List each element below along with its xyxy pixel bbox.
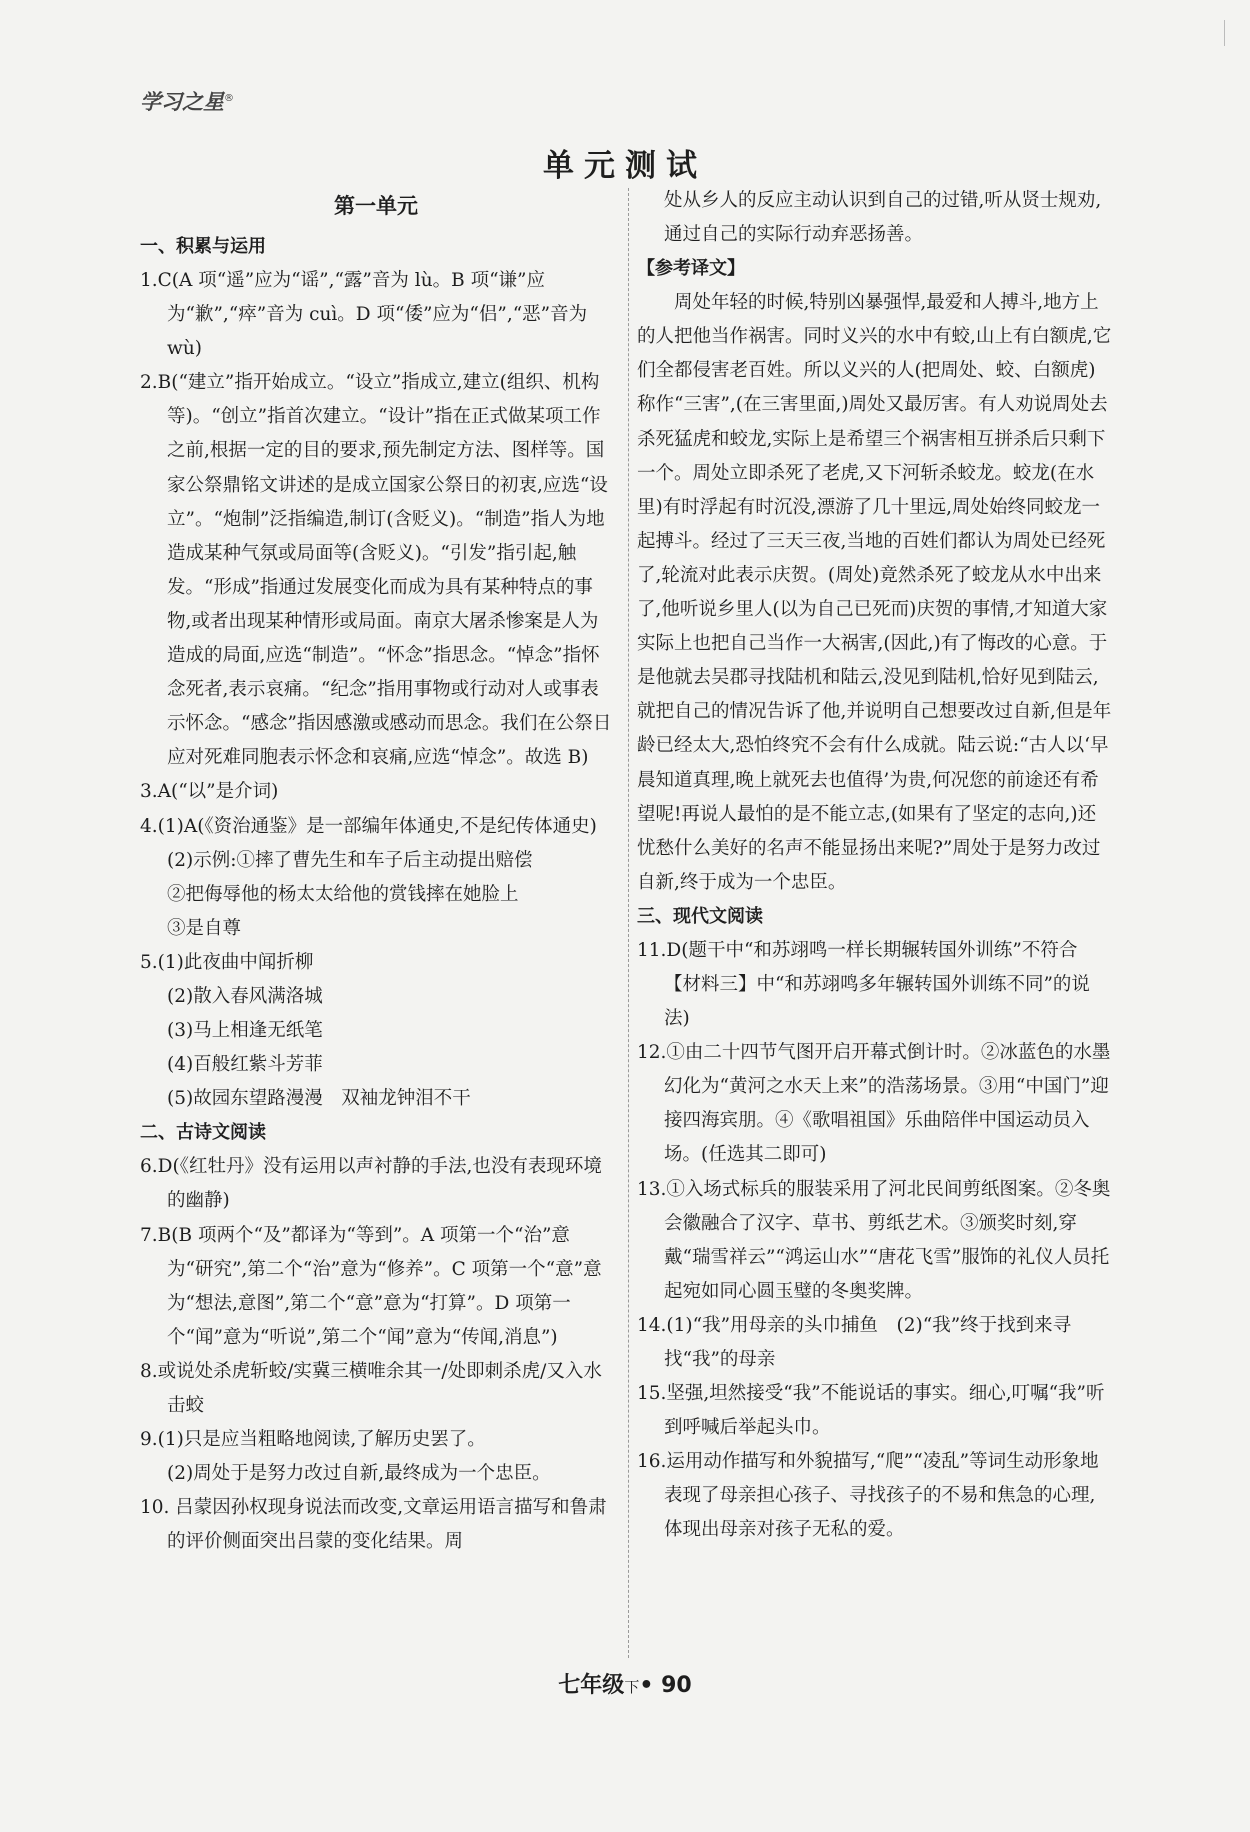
reference-translation-body: 周处年轻的时候,特别凶暴强悍,最爱和人搏斗,地方上的人把他当作祸害。同时义兴的水中有蛟,山上有白额虎,它们全都侵害老百姓。所以义兴的人(把周处、蛟、白额虎)称作“三害”,(在三害里面,)周处又最厉害。有人劝说周处去杀死猛虎和蛟龙,实际上是希望三个祸害相互拼杀后只剩下一个。周处立即杀死了老虎,又下河斩杀蛟龙。蛟龙(在水里)有时浮起有时沉没,漂游了几十里远,周处始终同蛟龙一起搏斗。经过了三天三夜,当地的百姓们都认为周处已经死了,轮流对此表示庆贺。(周处)竟然杀死了蛟龙从水中出来了,他听说乡里人(以为自己已死而)庆贺的事情,才知道大家实际上也把自己当作一大祸害,(因此,)有了悔改的心意。于是他就去吴郡寻找陆机和陆云,没见到陆机,恰好见到陆云,就把自己的情况告诉了他,并说明自己想要改过自新,但是年龄已经太大,恐怕终究不会有什么成就。陆云说:“古人以‘早晨知道真理,晚上就死去也值得’为贵,何况您的前途还有希望呢!再说人最怕的是不能立志,(如果有了坚定的志向,)还忧愁什么美好的名声不能显扬出来呢?”周处于是努力改过自新,终于成为一个忠臣。 xyxy=(637,292,1112,893)
answer-5-part-2: (2)散入春风满洛城 xyxy=(167,985,323,1007)
section-heading-1: 一、积累与运用 xyxy=(140,236,266,257)
answer-14: 14.(1)“我”用母亲的头巾捕鱼 (2)“我”终于找到来寻找“我”的母亲 xyxy=(637,1314,1072,1370)
page-title: 单元测试 xyxy=(543,148,707,184)
reference-translation-heading: 【参考译文】 xyxy=(637,258,745,280)
answer-7: 7.B(B 项两个“及”都译为“等到”。A 项第一个“治”意为“研究”,第二个“治”意为“修养”。C 项第一个“意”意为“想法,意图”,第二个“意”意为“打算”。D 项第一个“闻”意为“听说”,第二个“闻”意为“传闻,消息”) xyxy=(140,1224,602,1348)
brand-text: 学习之星 xyxy=(140,90,224,114)
answer-9-part-2: (2)周处于是努力改过自新,最终成为一个忠臣。 xyxy=(167,1463,551,1485)
answer-10-continued: 处从乡人的反应主动认识到自己的过错,听从贤士规劝,通过自己的实际行动弃恶扬善。 xyxy=(664,190,1102,246)
answer-5-part-3: (3)马上相逢无纸笔 xyxy=(167,1020,323,1042)
answer-16: 16.运用动作描写和外貌描写,“爬”“凌乱”等词生动形象地表现了母亲担心孩子、寻找孩子的不易和焦急的心理,体现出母亲对孩子无私的爱。 xyxy=(637,1451,1099,1541)
section-heading-2: 二、古诗文阅读 xyxy=(140,1122,266,1144)
answer-10: 10. 吕蒙因孙权现身说法而改变,文章运用语言描写和鲁肃的评价侧面突出吕蒙的变化结果。周 xyxy=(140,1497,607,1553)
answer-2: 2.B(“建立”指开始成立。“设立”指成立,建立(组织、机构等)。“创立”指首次建立。“设计”指在正式做某项工作之前,根据一定的目的要求,预先制定方法、图样等。国家公祭鼎铭文讲述的是成立国家公祭日的初衷,应选“设立”。“炮制”泛指编造,制订(含贬义)。“制造”指人为地造成某种气氛或局面等(含贬义)。“引发”指引起,触发。“形成”指通过发展变化而成为具有某种特点的事物,或者出现某种情形或局面。南京大屠杀惨案是人为造成的局面,应选“制造”。“怀念”指思念。“悼念”指怀念死者,表示哀痛。“纪念”指用事物或行动对人或事表示怀念。“感念”指因感激或感动而思念。我们在公祭日应对死难同胞表示怀念和哀痛,应选“悼念”。故选 B) xyxy=(140,372,612,769)
answer-4: 4.(1)A(《资治通鉴》是一部编年体通史,不是纪传体通史) xyxy=(140,815,597,837)
answer-4-part-2: (2)示例:①摔了曹先生和车子后主动提出赔偿 xyxy=(167,849,533,871)
brand-registered-mark: ® xyxy=(224,93,234,104)
answer-8: 8.或说处杀虎斩蛟/实冀三横唯余其一/处即刺杀虎/又入水击蛟 xyxy=(140,1360,602,1416)
page-edge-mark xyxy=(1224,20,1225,46)
unit-title: 第一单元 xyxy=(334,194,418,218)
page-number: 90 xyxy=(661,1673,692,1698)
answer-15: 15.坚强,坦然接受“我”不能说话的事实。细心,叮嘱“我”听到呼喊后举起头巾。 xyxy=(637,1383,1105,1439)
answer-1: 1.C(A 项“遥”应为“谣”,“露”音为 lù。B 项“谦”应为“歉”,“瘁”音为 cuì。D 项“倭”应为“侣”,“恶”音为 wù) xyxy=(140,270,588,360)
footer-dot: • xyxy=(639,1673,654,1698)
answer-3: 3.A(“以”是介词) xyxy=(140,781,279,803)
brand-logo xyxy=(140,86,234,116)
answer-5-part-4: (4)百般红紫斗芳菲 xyxy=(167,1054,323,1076)
right-column xyxy=(637,184,1113,1548)
answer-12: 12.①由二十四节气图开启开幕式倒计时。②冰蓝色的水墨幻化为“黄河之水天上来”的浩荡场景。③用“中国门”迎接四海宾朋。④《歌唱祖国》乐曲陪伴中国运动员入场。(任选其二即可) xyxy=(637,1042,1111,1166)
page-footer xyxy=(0,1668,1250,1699)
answer-4-part-2c: ③是自尊 xyxy=(167,917,242,939)
answer-5-part-5: (5)故园东望路漫漫 双袖龙钟泪不干 xyxy=(167,1088,471,1110)
answer-4-part-2b: ②把侮辱他的杨太太给他的赏钱摔在她脸上 xyxy=(167,883,519,905)
answer-9-part-1: 9.(1)只是应当粗略地阅读,了解历史罢了。 xyxy=(140,1429,486,1451)
left-column xyxy=(140,190,612,1559)
answer-13: 13.①入场式标兵的服装采用了河北民间剪纸图案。②冬奥会徽融合了汉字、草书、剪纸艺术。③颁奖时刻,穿戴“瑞雪祥云”“鸿运山水”“唐花飞雪”服饰的礼仪人员托起宛如同心圆玉璧的冬奥奖牌。 xyxy=(637,1178,1111,1302)
answer-5-part-1: 5.(1)此夜曲中闻折柳 xyxy=(140,951,314,973)
answer-11: 11.D(题干中“和苏翊鸣一样长期辗转国外训练”不符合【材料三】中“和苏翊鸣多年辗转国外训练不同”的说法) xyxy=(637,939,1090,1030)
column-divider xyxy=(628,188,629,1658)
footer-grade: 七年级 xyxy=(558,1673,625,1698)
section-heading-3: 三、现代文阅读 xyxy=(637,905,763,927)
footer-term: 下 xyxy=(624,1678,640,1696)
answer-6: 6.D(《红牡丹》没有运用以声衬静的手法,也没有表现环境的幽静) xyxy=(140,1156,602,1212)
